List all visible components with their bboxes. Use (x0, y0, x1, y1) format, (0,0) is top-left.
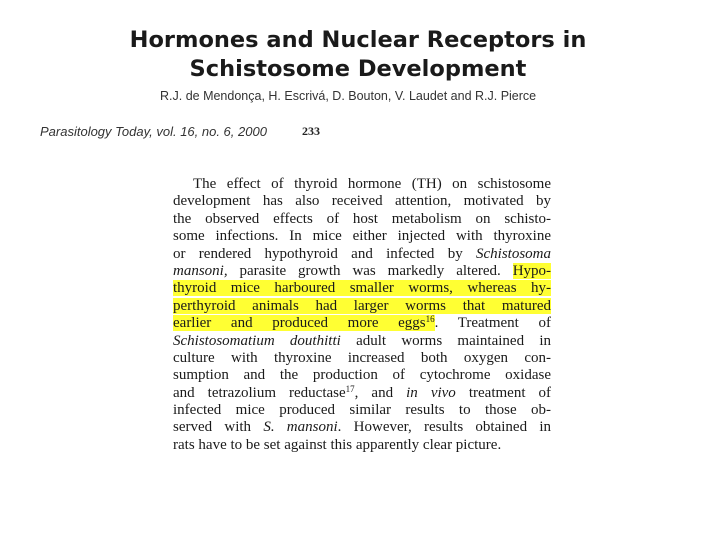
text-line: development has also received attention, motivated by (173, 193, 551, 210)
text-line (173, 280, 551, 297)
title-line-1: Hormones and Nuclear Receptors in (129, 27, 587, 53)
journal-citation: Parasitology Today, vol. 16, no. 6, 2000 (40, 124, 267, 139)
title-line-2: Schistosome Development (189, 56, 527, 82)
text-line: earlier and produced more eggs$^{16}$. Treatment of (173, 314, 551, 332)
text-line: sumption and the production of cytochrome oxidase (173, 367, 551, 384)
text-line: served with S. mansoni. However, results obtained in (173, 419, 551, 436)
text-line: or rendered hypothyroid and infected by Schistosoma (173, 245, 552, 262)
text-line: the observed effects of host metabolism on schisto- (173, 210, 551, 227)
paper-title (0, 26, 716, 84)
highlighted-text: perthyroid animals had larger worms that matured (173, 297, 551, 314)
text-line: Schistosomatium douthitti adult worms maintained in (173, 332, 552, 349)
reference-superscript: 16 (425, 314, 435, 325)
highlighted-text: thyroid mice harboured smaller worms, whereas hy- (173, 280, 551, 297)
text-line (173, 298, 551, 315)
highlighted-text: earlier and produced more eggs$^{16}$ (173, 314, 435, 332)
author-list: R.J. de Mendonça, H. Escrivá, D. Bouton, V. Laudet and R.J. Pierce (160, 89, 537, 103)
highlighted-text: Hypo- (512, 262, 552, 279)
page-number: 233 (302, 124, 320, 138)
body-paragraph (173, 176, 551, 454)
text-line: culture with thyroxine increased both oxygen con- (173, 349, 551, 366)
text-line: some infections. In mice either injected with thyroxine (173, 228, 551, 245)
text-line: The effect of thyroid hormone (TH) on schistosome (193, 176, 551, 192)
text-line: infected mice produced similar results to those ob- (173, 402, 551, 419)
text-line: rats have to be set against this apparently clear picture. (173, 436, 502, 453)
text-line: mansoni, parasite growth was markedly altered. Hypo- (173, 262, 552, 279)
text-line: and tetrazolium reductase$^{17}$, and in vivo treatment of (173, 383, 552, 401)
reference-superscript: 17 (345, 383, 355, 394)
